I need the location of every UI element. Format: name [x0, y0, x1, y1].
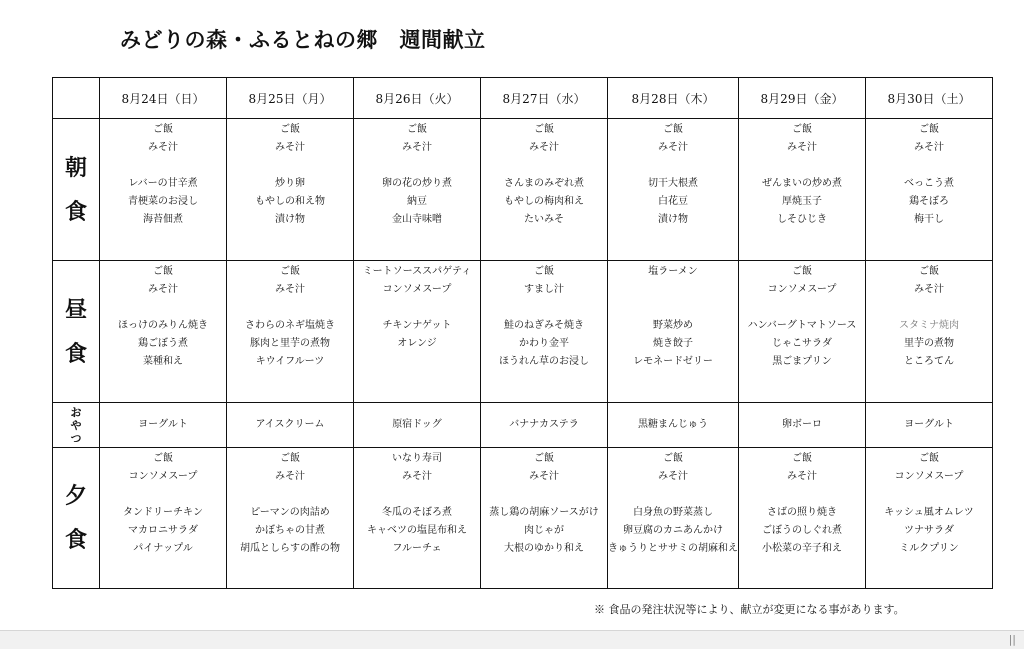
breakfast-cell	[739, 119, 866, 261]
menu-items	[866, 261, 992, 371]
menu-item: 金山寺味噌	[392, 214, 442, 225]
menu-item: べっこう煮	[904, 178, 954, 189]
meal-label-char: 昼	[64, 296, 87, 323]
menu-items	[481, 261, 607, 371]
lunch-cell	[608, 261, 739, 403]
menu-item: 漬け物	[658, 214, 688, 225]
menu-item: 納豆	[407, 196, 427, 207]
meal-label-char: 夕	[64, 483, 87, 509]
menu-item: ご飯	[792, 453, 812, 464]
breakfast-row	[53, 119, 993, 261]
menu-item: みそ汁	[529, 471, 559, 482]
menu-item: すまし汁	[524, 284, 564, 295]
menu-item: もやしの梅肉和え	[504, 196, 584, 207]
menu-item: しそひじき	[777, 214, 827, 225]
spacer	[481, 157, 607, 175]
dinner-cell	[481, 448, 608, 589]
menu-item: キウイフルーツ	[255, 356, 325, 367]
lunch-cell	[866, 261, 993, 403]
menu-items	[100, 261, 226, 371]
menu-change-note: ※ 食品の発注状況等により、献立が変更になる事があります。	[594, 603, 905, 616]
menu-item: さわらのネギ塩焼き	[245, 320, 335, 331]
menu-item: パイナップル	[133, 543, 193, 554]
snack-cell: 卵ボーロ	[739, 403, 866, 448]
breakfast-cell	[354, 119, 481, 261]
menu-item: 白身魚の野菜蒸し	[633, 507, 713, 518]
menu-item: 蒸し鶏の胡麻ソースがけ	[489, 507, 599, 518]
menu-item: 鶏そぼろ	[909, 196, 949, 207]
menu-item: 肉じゃが	[524, 525, 564, 536]
breakfast-cell	[866, 119, 993, 261]
dinner-label	[53, 448, 100, 589]
menu-item: コンソメスープ	[767, 284, 837, 295]
dinner-cell	[227, 448, 354, 589]
menu-item: みそ汁	[914, 284, 944, 295]
spacer	[354, 299, 480, 317]
menu-item: もやしの和え物	[255, 196, 325, 207]
menu-item: ご飯	[153, 266, 173, 277]
menu-item: 漬け物	[275, 214, 305, 225]
dinner-cell	[608, 448, 739, 589]
menu-item: みそ汁	[402, 142, 432, 153]
day-header: 8月30日（土）	[866, 78, 993, 119]
menu-item: マカロニサラダ	[128, 525, 198, 536]
lunch-cell	[227, 261, 354, 403]
menu-item: ぜんまいの炒め煮	[762, 178, 842, 189]
snack-cell: アイスクリーム	[227, 403, 354, 448]
menu-item: ミルクプリン	[899, 543, 959, 554]
menu-items	[100, 119, 226, 229]
menu-item: 豚肉と里芋の煮物	[250, 338, 330, 349]
snack-cell: ヨーグルト	[866, 403, 993, 448]
menu-item: 菜種和え	[143, 356, 183, 367]
menu-item: ピーマンの肉詰め	[250, 507, 330, 518]
menu-item: かわり金平	[519, 338, 569, 349]
menu-item: ミートソーススパゲティ	[362, 266, 472, 277]
menu-item: 梅干し	[914, 214, 944, 225]
spacer	[866, 299, 992, 317]
menu-item: 海苔佃煮	[143, 214, 183, 225]
menu-item: ご飯	[280, 453, 300, 464]
menu-item: スタミナ焼肉	[899, 320, 959, 331]
menu-item: ごぼうのしぐれ煮	[762, 525, 842, 536]
menu-item: レバーの甘辛煮	[128, 178, 198, 189]
menu-item: ツナサラダ	[904, 525, 954, 536]
menu-item: チキンナゲット	[382, 320, 452, 331]
menu-item: 塩ラーメン	[648, 266, 698, 277]
snack-cell: 原宿ドッグ	[354, 403, 481, 448]
menu-item: みそ汁	[275, 471, 305, 482]
menu-items	[481, 119, 607, 229]
menu-items	[739, 448, 865, 558]
menu-item: 黒ごまプリン	[772, 356, 832, 367]
menu-item: ところてん	[904, 356, 954, 367]
spacer	[100, 486, 226, 504]
snack-cell: 黒糖まんじゅう	[608, 403, 739, 448]
menu-item: ご飯	[919, 453, 939, 464]
spacer	[608, 486, 738, 504]
menu-item: ほっけのみりん焼き	[118, 320, 208, 331]
menu-item: ご飯	[792, 266, 812, 277]
dinner-cell	[100, 448, 227, 589]
day-header: 8月29日（金）	[739, 78, 866, 119]
spacer	[739, 299, 865, 317]
day-header: 8月25日（月）	[227, 78, 354, 119]
resize-grip-icon[interactable]: ||	[1008, 633, 1016, 646]
menu-item: ご飯	[153, 453, 173, 464]
lunch-label	[53, 261, 100, 403]
day-header: 8月24日（日）	[100, 78, 227, 119]
meal-label-char: 食	[64, 527, 87, 553]
menu-item: さばの照り焼き	[767, 507, 837, 518]
lunch-cell	[354, 261, 481, 403]
menu-item: ご飯	[407, 124, 427, 135]
menu-item: みそ汁	[275, 142, 305, 153]
spacer	[608, 281, 738, 299]
dinner-row	[53, 448, 993, 589]
menu-item: 冬瓜のそぼろ煮	[382, 507, 452, 518]
menu-item: コンソメスープ	[894, 471, 964, 482]
spacer	[481, 299, 607, 317]
menu-item: みそ汁	[148, 284, 178, 295]
menu-item: コンソメスープ	[382, 284, 452, 295]
menu-items	[866, 119, 992, 229]
menu-item: ご飯	[280, 266, 300, 277]
window-footer-bar	[0, 630, 1024, 649]
menu-item: みそ汁	[148, 142, 178, 153]
menu-item: みそ汁	[914, 142, 944, 153]
menu-item: さんまのみぞれ煮	[504, 178, 584, 189]
menu-item: じゃこサラダ	[772, 338, 832, 349]
menu-items	[100, 448, 226, 558]
menu-item: 青梗菜のお浸し	[128, 196, 198, 207]
day-header: 8月26日（火）	[354, 78, 481, 119]
snack-label-char: や	[70, 418, 82, 432]
day-header: 8月27日（水）	[481, 78, 608, 119]
menu-items	[481, 448, 607, 558]
snack-label-char: つ	[70, 431, 82, 445]
spacer	[608, 157, 738, 175]
menu-item: 炒り卵	[275, 178, 305, 189]
menu-item: フルーチェ	[392, 543, 442, 554]
dinner-cell	[354, 448, 481, 589]
menu-item: キャベツの塩昆布和え	[367, 525, 467, 536]
meal-label-char: 食	[64, 198, 87, 225]
snack-cell: ヨーグルト	[100, 403, 227, 448]
dinner-cell	[866, 448, 993, 589]
menu-item: キッシュ風オムレツ	[884, 507, 974, 518]
menu-items	[354, 261, 480, 353]
menu-item: ご飯	[663, 453, 683, 464]
snack-cell: バナナカステラ	[481, 403, 608, 448]
menu-item: 卵の花の炒り煮	[382, 178, 452, 189]
menu-item: ご飯	[663, 124, 683, 135]
spacer	[227, 157, 353, 175]
menu-item: 切干大根煮	[648, 178, 698, 189]
lunch-cell	[739, 261, 866, 403]
spacer	[739, 486, 865, 504]
menu-item: 白花豆	[658, 196, 688, 207]
menu-item: ご飯	[792, 124, 812, 135]
menu-item: ご飯	[153, 124, 173, 135]
menu-item: 鮭のねぎみそ焼き	[504, 320, 584, 331]
menu-item: ご飯	[919, 266, 939, 277]
menu-item: ご飯	[534, 266, 554, 277]
menu-items	[608, 448, 738, 558]
dinner-cell	[739, 448, 866, 589]
menu-item: ほうれん草のお浸し	[499, 356, 589, 367]
breakfast-cell	[481, 119, 608, 261]
menu-items	[227, 448, 353, 558]
menu-item: みそ汁	[658, 142, 688, 153]
meal-label-char: 朝	[64, 154, 87, 181]
meal-label-char: 食	[64, 340, 87, 367]
spacer	[739, 157, 865, 175]
breakfast-cell	[100, 119, 227, 261]
breakfast-cell	[608, 119, 739, 261]
menu-item: いなり寿司	[392, 453, 442, 464]
menu-item: 鶏ごぼう煮	[138, 338, 188, 349]
menu-item: たいみそ	[524, 214, 564, 225]
spacer	[354, 486, 480, 504]
spacer	[866, 486, 992, 504]
menu-item: みそ汁	[658, 471, 688, 482]
day-header-row	[53, 78, 993, 119]
menu-item: ご飯	[534, 453, 554, 464]
snack-row	[53, 403, 993, 448]
menu-item: 里芋の煮物	[904, 338, 954, 349]
menu-item: みそ汁	[402, 471, 432, 482]
page-title: みどりの森・ふるとねの郷 週間献立	[120, 27, 486, 52]
menu-item: ご飯	[919, 124, 939, 135]
menu-item: 小松菜の辛子和え	[762, 543, 842, 554]
lunch-row	[53, 261, 993, 403]
menu-items	[354, 448, 480, 558]
day-header: 8月28日（木）	[608, 78, 739, 119]
lunch-cell	[100, 261, 227, 403]
menu-items	[866, 448, 992, 558]
snack-label	[53, 403, 100, 448]
menu-item: 卵豆腐のカニあんかけ	[623, 525, 723, 536]
breakfast-label	[53, 119, 100, 261]
menu-item: レモネードゼリー	[633, 356, 713, 367]
menu-item: 厚焼玉子	[782, 196, 822, 207]
menu-item: ご飯	[280, 124, 300, 135]
spacer	[481, 486, 607, 504]
menu-items	[608, 119, 738, 229]
menu-item: オレンジ	[397, 338, 437, 349]
weekly-menu-table	[52, 77, 993, 589]
menu-item: 胡瓜としらすの酢の物	[240, 543, 340, 554]
lunch-cell	[481, 261, 608, 403]
menu-item: 野菜炒め	[653, 320, 693, 331]
spacer	[354, 157, 480, 175]
menu-item: コンソメスープ	[128, 471, 198, 482]
corner-cell	[53, 78, 100, 119]
menu-item: ハンバーグトマトソース	[747, 320, 857, 331]
spacer	[100, 157, 226, 175]
menu-item: ご飯	[534, 124, 554, 135]
menu-item: みそ汁	[787, 142, 817, 153]
menu-items	[608, 261, 738, 371]
menu-items	[739, 119, 865, 229]
menu-item: タンドリーチキン	[123, 507, 203, 518]
menu-item: みそ汁	[529, 142, 559, 153]
spacer	[866, 157, 992, 175]
menu-items	[354, 119, 480, 229]
spacer	[227, 486, 353, 504]
breakfast-cell	[227, 119, 354, 261]
spacer	[227, 299, 353, 317]
menu-items	[739, 261, 865, 371]
spacer	[608, 299, 738, 317]
menu-item: きゅうりとササミの胡麻和え	[608, 543, 738, 554]
menu-item: かぼちゃの甘煮	[255, 525, 325, 536]
snack-label-char: お	[70, 405, 82, 419]
menu-items	[227, 119, 353, 229]
menu-item: みそ汁	[275, 284, 305, 295]
spacer	[100, 299, 226, 317]
menu-item: 大根のゆかり和え	[504, 543, 584, 554]
menu-items	[227, 261, 353, 371]
menu-item: 焼き餃子	[653, 338, 693, 349]
menu-item: みそ汁	[787, 471, 817, 482]
